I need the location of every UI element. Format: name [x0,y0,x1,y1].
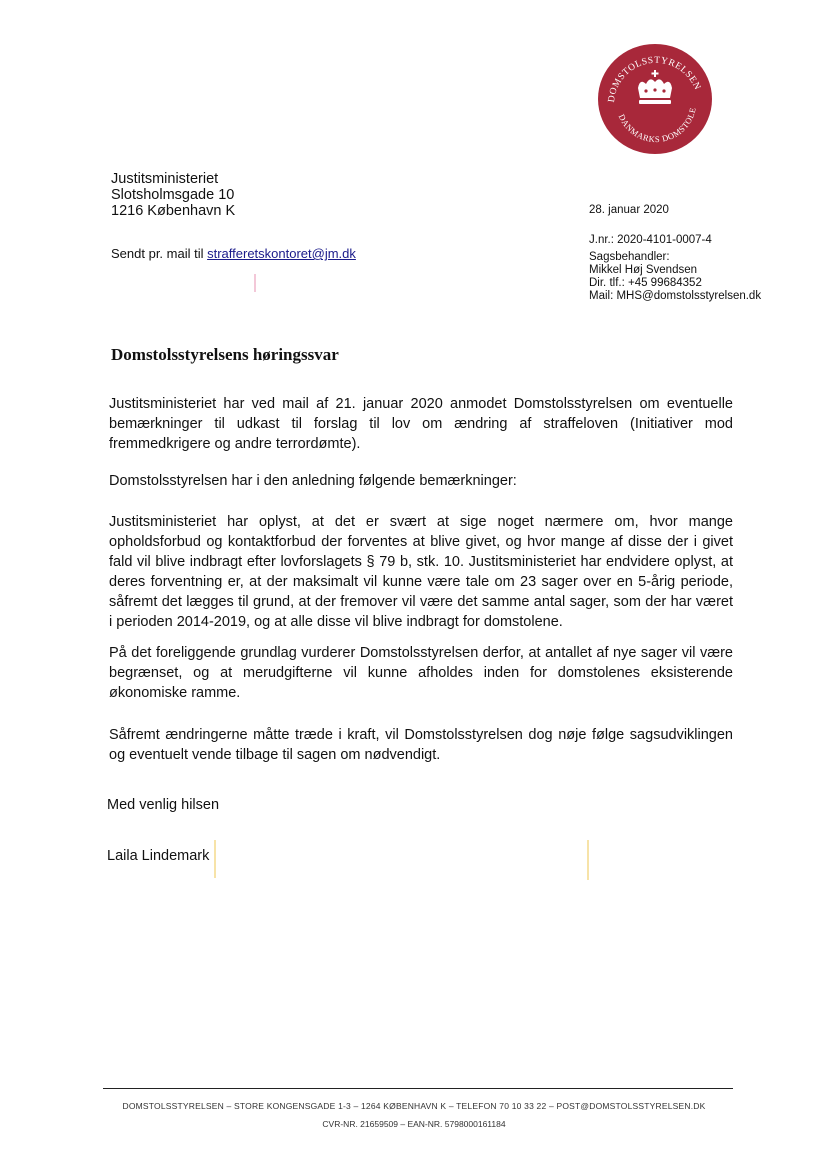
footer-divider [103,1088,733,1089]
closing-greeting: Med venlig hilsen [107,797,220,813]
paragraph-3: Justitsministeriet har oplyst, at det er svært at sige noget nærmere om, hvor mange opholdsforbud og kontaktforbud der forventes at blive givet, og hvor mange af disse der i givet fald vil blive indbragt efter lovforslagets § 79 b, stk. 10. Justitsministeriet har endvidere oplyst, at deres forventning er, at der maksimalt vil kunne være tale om 23 sager over en 5-årig periode, såfremt det lægges til grund, at der fremover vil være det samme antal sager, som der har været i perioden 2014-2019, og at alle disse vil blive indbragt for domstolene. [109,514,733,630]
case-meta [589,234,761,303]
paragraph-5: Såfremt ændringerne måtte træde i kraft, vil Domstolsstyrelsen dog nøje følge sagsudviklingen og eventuelt vende tilbage til sagen om nødvendigt. [109,727,733,763]
recipient-email-link[interactable]: strafferetskontoret@jm.dk [207,246,356,261]
paragraph-4: På det foreliggende grundlag vurderer Domstolsstyrelsen derfor, at antallet af nye sager vil være begrænset, og at merudgifterne vil kunne afholdes inden for domstolenes eksisterende økonomiske ramme. [109,645,733,701]
footer-address: DOMSTOLSSTYRELSEN – STORE KONGENSGADE 1-3 – 1264 KØBENHAVN K – TELEFON 70 10 33 22 – POST@DOMSTOLSSTYRELSEN.DK [122,1101,706,1111]
footer-registration: CVR-NR. 21659509 – EAN-NR. 5798000161184 [322,1119,506,1129]
signer-name: Laila Lindemark [107,848,210,864]
recipient-street: Slotsholmsgade 10 [111,187,235,203]
paragraph-2: Domstolsstyrelsen har i den anledning følgende bemærkninger: [109,473,517,489]
journal-number: J.nr.: 2020-4101-0007-4 [589,234,712,246]
handler-name: Mikkel Høj Svendsen [589,264,698,276]
recipient-city: 1216 København K [111,203,236,219]
handler-mail: Mail: MHS@domstolsstyrelsen.dk [589,290,762,302]
logo-top-text: DOMSTOLSSTYRELSEN [606,55,703,104]
scan-mark [254,274,256,292]
scan-mark [214,840,216,878]
paragraph-1: Justitsministeriet har ved mail af 21. januar 2020 anmodet Domstolsstyrelsen om eventuelle bemærkninger til udkast til forslag til lov om ændring af straffeloven (Initiativer mod fremmedkrigere og andre terrordømte). [109,396,733,452]
sent-by-mail [111,246,356,261]
scan-mark [587,840,589,880]
recipient-name: Justitsministeriet [111,171,219,187]
letter-date: 28. januar 2020 [589,204,669,216]
logo-bottom-text: DANMARKS DOMSTOLE [616,106,698,145]
handler-label: Sagsbehandler: [589,251,670,263]
letter-title: Domstolsstyrelsens høringssvar [111,345,339,364]
handler-phone: Dir. tlf.: +45 99684352 [589,277,702,289]
sent-by-prefix: Sendt pr. mail til [111,246,208,261]
recipient-address [111,171,235,219]
domstolsstyrelsen-logo [596,40,714,158]
